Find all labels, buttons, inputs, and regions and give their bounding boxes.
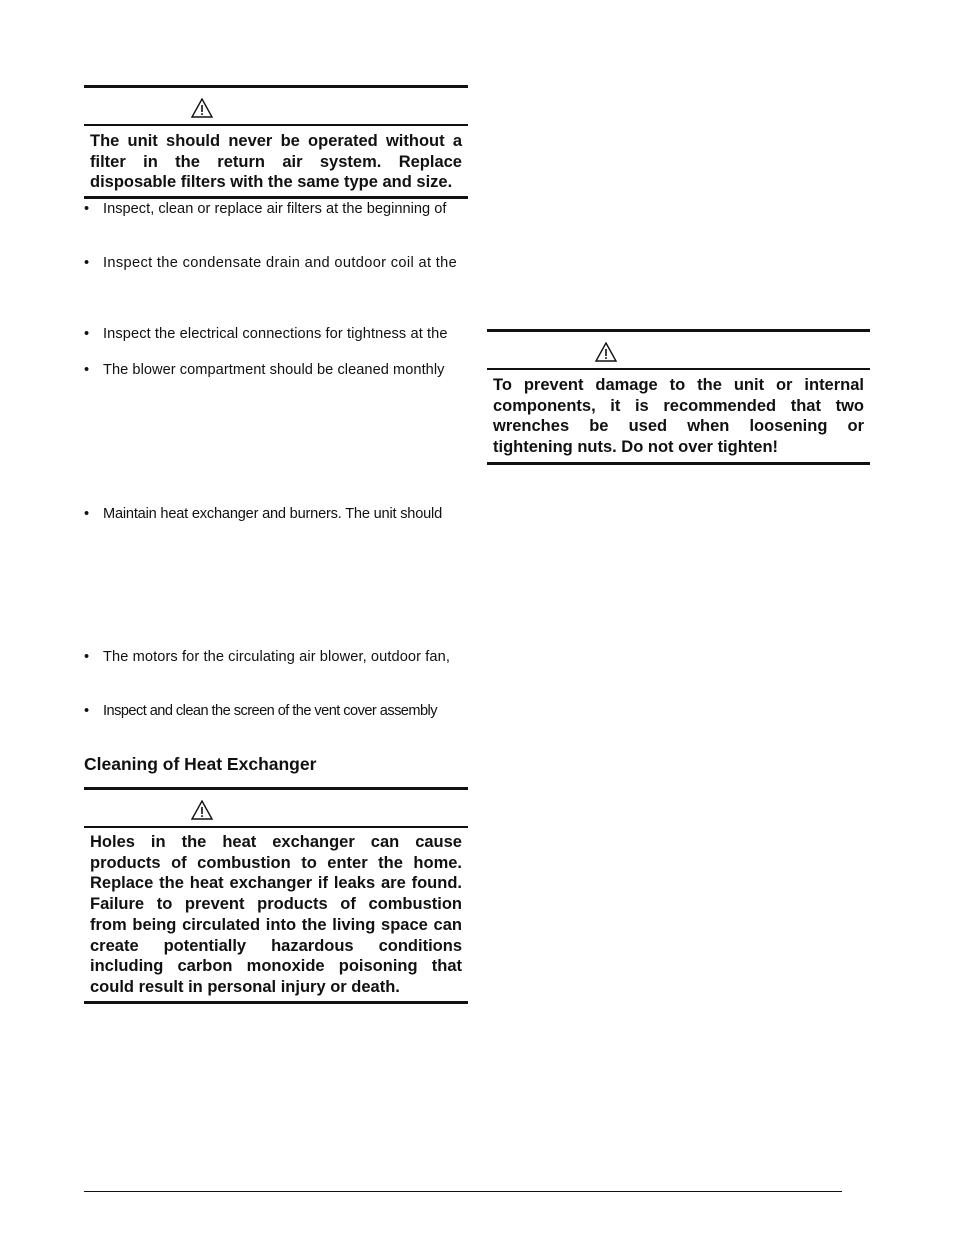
warning-header (84, 790, 468, 828)
warning-header (84, 88, 468, 126)
warning-triangle-icon (191, 800, 213, 820)
bullet-text: Inspect and clean the screen of the vent cover assembly (103, 703, 437, 719)
warning-text: The unit should never be operated without a filter in the return air system. Replace disposable filters with the same type and size. (90, 132, 462, 192)
bullet-mark: • (84, 506, 90, 522)
bullet-text: Inspect the condensate drain and outdoor coil at the (103, 255, 458, 271)
bullet-text: Inspect the electrical connections for tightness at the (103, 326, 448, 342)
bullet-mark: • (84, 649, 90, 665)
bullet-mark: • (84, 362, 90, 378)
bullet-text: The motors for the circulating air blower, outdoor fan, (103, 649, 450, 665)
warning-box-filter (84, 85, 468, 199)
bullet-mark: • (84, 326, 90, 342)
bullet-mark: • (84, 201, 90, 217)
bullet-text: The blower compartment should be cleaned monthly (103, 362, 445, 378)
warning-triangle-icon (595, 342, 617, 362)
warning-box-wrenches (487, 329, 870, 465)
warning-text: To prevent damage to the unit or internal components, it is recommended that two wrenches be used when loosening or tightening nuts. Do not over tighten! (493, 376, 864, 457)
warning-text: Holes in the heat exchanger can cause products of combustion to enter the home. Replace the heat exchanger if leaks are found. Failure to prevent products of combustion from being circulated into the living space can create potentially hazardous conditions including carbon monoxide poisoning that could result in personal injury or death. (90, 833, 462, 996)
footer-rule (84, 1191, 842, 1192)
warning-header (487, 332, 870, 370)
bullet-text: Inspect, clean or replace air filters at the beginning of (103, 201, 447, 217)
bullet-mark: • (84, 255, 90, 271)
bullet-mark: • (84, 703, 90, 719)
warning-box-heat-exchanger (84, 787, 468, 1004)
bullet-text: Maintain heat exchanger and burners. The unit should (103, 506, 443, 522)
warning-triangle-icon (191, 98, 213, 118)
section-heading: Cleaning of Heat Exchanger (84, 754, 317, 774)
